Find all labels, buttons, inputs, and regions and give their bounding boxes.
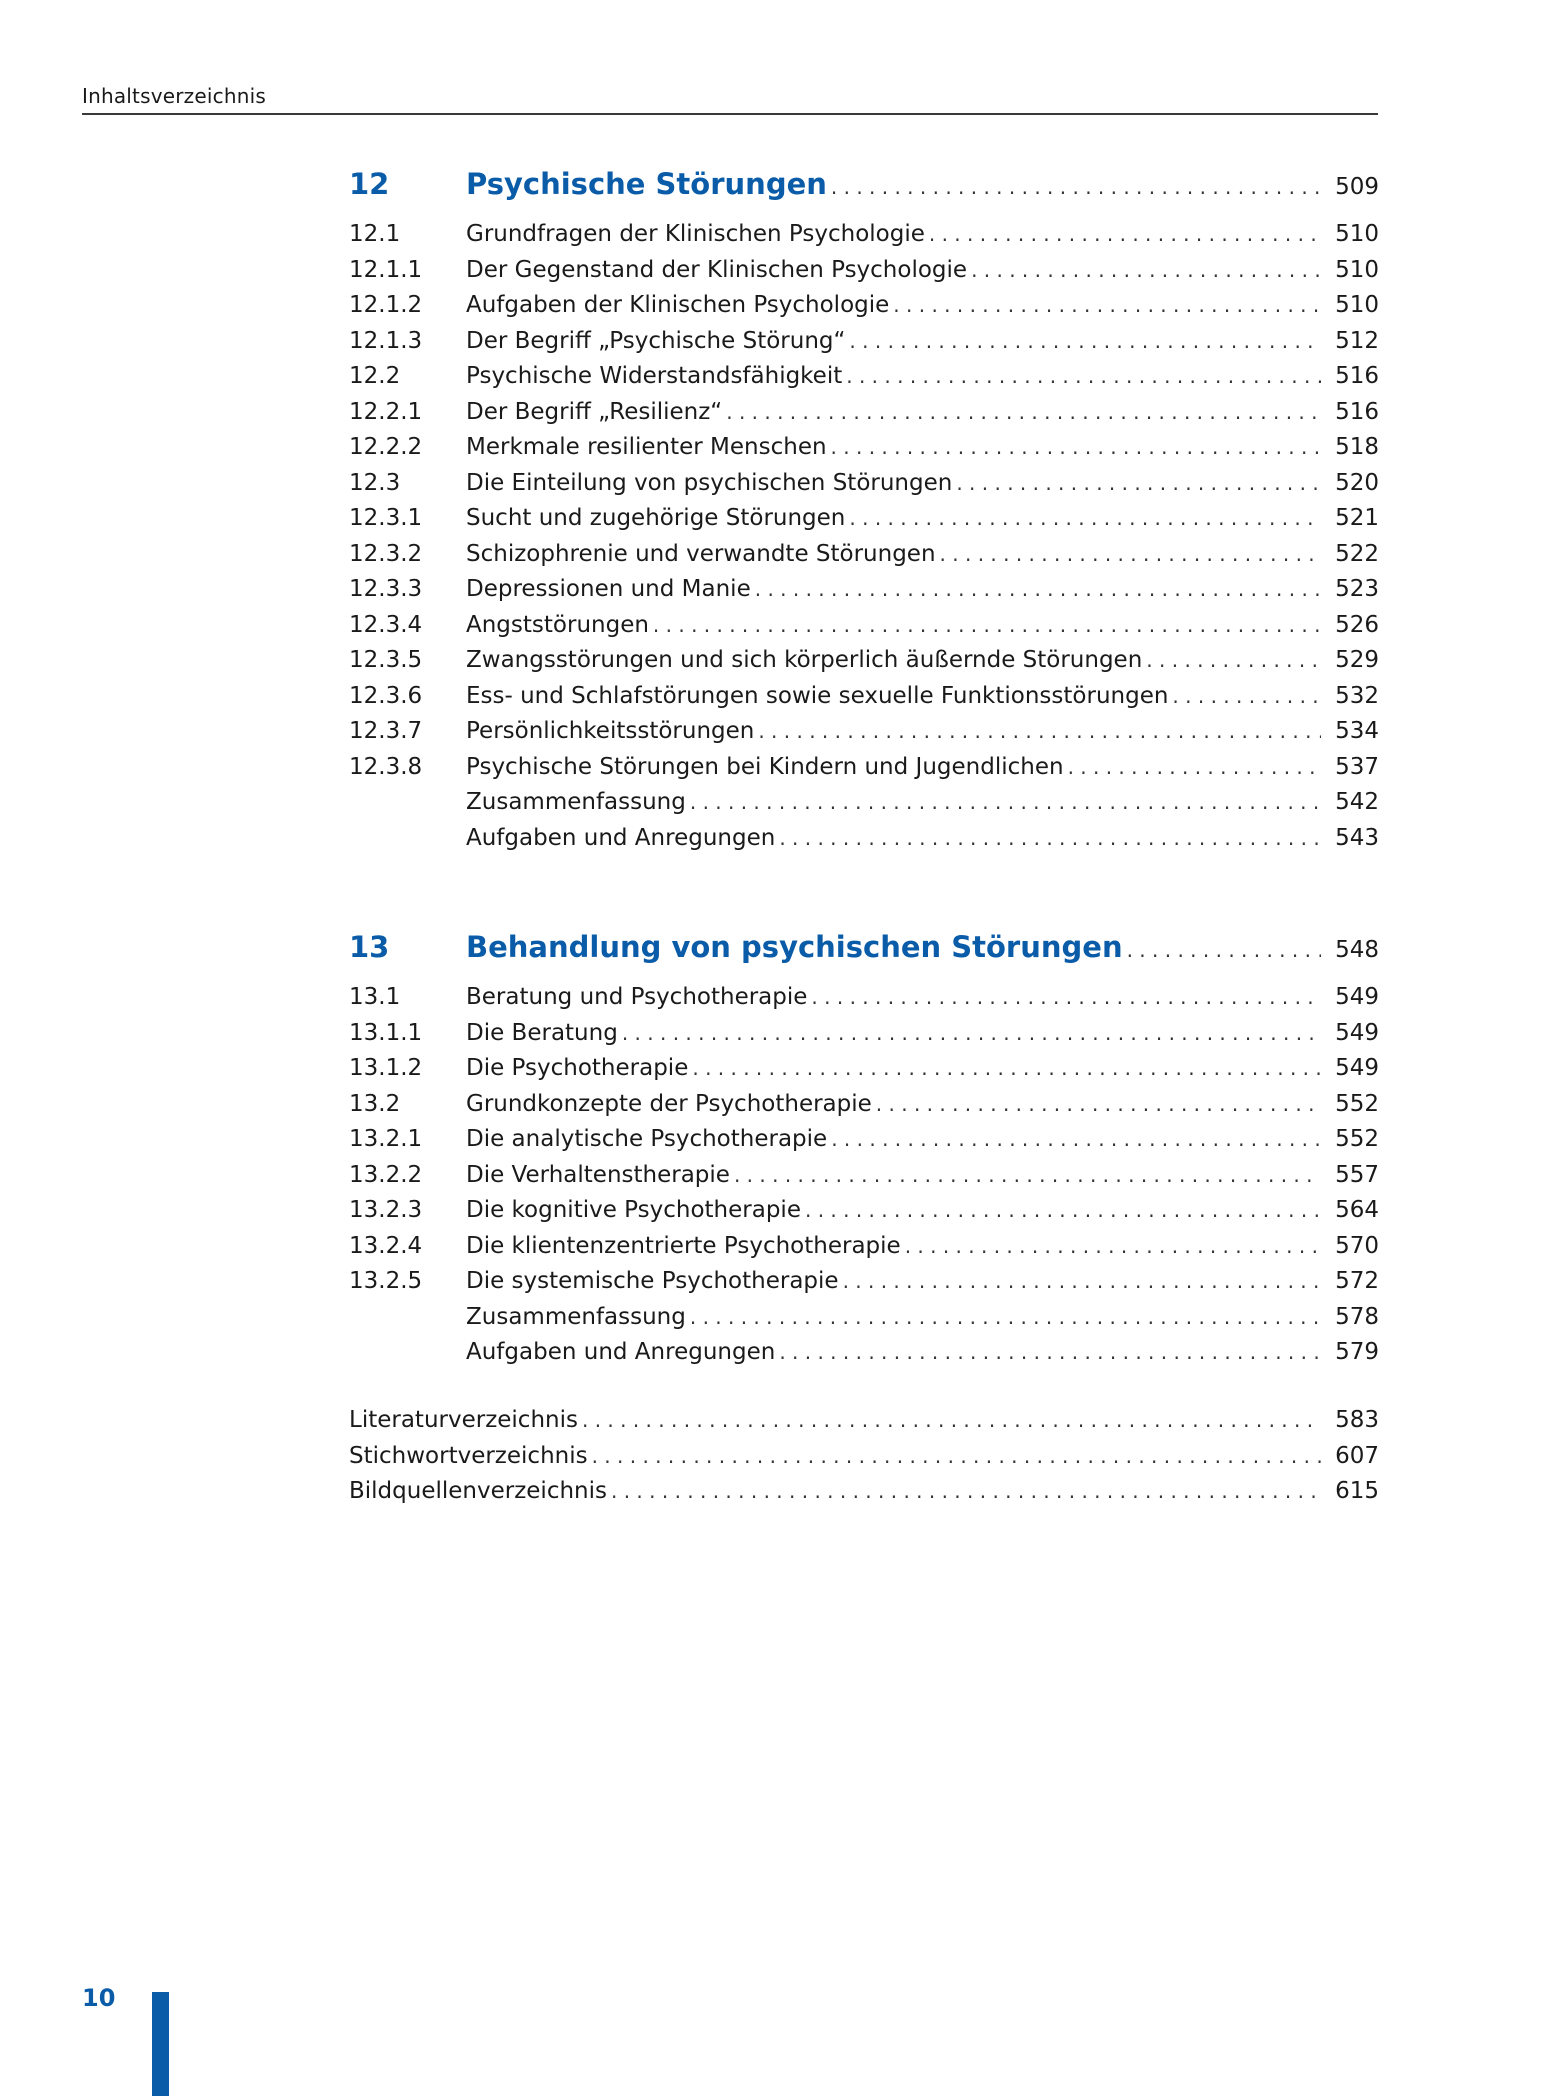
toc-entries: [349, 221, 1379, 860]
page-number: 543: [1335, 824, 1379, 851]
toc-entry[interactable]: [349, 1091, 1379, 1127]
toc-entry[interactable]: [349, 1197, 1379, 1233]
toc-entry[interactable]: [349, 1233, 1379, 1269]
toc-entry-bibliography[interactable]: [349, 1407, 1379, 1443]
section-number: 13.2.2: [349, 1161, 423, 1188]
section-title: Aufgaben der Klinischen Psychologie: [466, 292, 890, 318]
section-number: 13.1: [349, 984, 401, 1010]
page-number: 516: [1335, 398, 1379, 425]
section-title: Zusammenfassung: [466, 789, 686, 815]
toc-chapter-12: [349, 167, 1379, 860]
page-number: 549: [1335, 1019, 1379, 1046]
section-number: 12.3: [349, 469, 401, 496]
dot-leader: [893, 293, 1321, 317]
dot-leader: [592, 1444, 1321, 1468]
section-title: Die Einteilung von psychischen Störungen: [466, 469, 953, 496]
section-title: Aufgaben und Anregungen: [466, 1339, 776, 1365]
toc-entry[interactable]: [349, 1268, 1379, 1304]
page-number: 510: [1335, 221, 1379, 247]
section-title: Bildquellenverzeichnis: [349, 1478, 607, 1504]
dot-leader: [940, 542, 1321, 566]
dot-leader: [846, 364, 1321, 388]
page-number: 578: [1335, 1303, 1379, 1330]
section-number: 13.2: [349, 1090, 401, 1117]
section-number: 12.3.3: [349, 576, 423, 602]
section-title: Beratung und Psychotherapie: [466, 984, 808, 1010]
toc-entry[interactable]: [349, 647, 1379, 683]
page-number: 607: [1335, 1442, 1379, 1469]
toc-entry[interactable]: [349, 541, 1379, 577]
toc-entry-image-credits[interactable]: [349, 1478, 1379, 1514]
toc-entry[interactable]: [349, 434, 1379, 470]
section-title: Schizophrenie und verwandte Störungen: [466, 540, 936, 567]
section-number: 13.2.5: [349, 1268, 423, 1294]
section-title: Die systemische Psychotherapie: [466, 1268, 839, 1294]
page-number: 534: [1335, 718, 1379, 744]
page-number: 516: [1335, 363, 1379, 389]
dot-leader: [758, 719, 1321, 743]
toc-entry[interactable]: [349, 470, 1379, 506]
page-number: 570: [1335, 1232, 1379, 1259]
toc-backmatter: [349, 1407, 1379, 1514]
page-number: 523: [1335, 576, 1379, 602]
toc-entry[interactable]: [349, 576, 1379, 612]
dot-leader: [726, 400, 1321, 424]
toc-entry[interactable]: [349, 754, 1379, 790]
section-number: 12.2.2: [349, 434, 423, 460]
toc-entry[interactable]: [349, 612, 1379, 648]
section-number: 12.1.3: [349, 327, 423, 354]
page-number: 510: [1335, 256, 1379, 283]
toc-entry[interactable]: [349, 1055, 1379, 1091]
toc-entry[interactable]: [349, 363, 1379, 399]
section-title: Literaturverzeichnis: [349, 1407, 578, 1433]
page-number: 548: [1335, 937, 1379, 963]
toc-entry[interactable]: [349, 505, 1379, 541]
section-number: 13.2.3: [349, 1197, 423, 1223]
page-number: 572: [1335, 1268, 1379, 1294]
dot-leader: [779, 1340, 1321, 1364]
toc-chapter-13: [349, 930, 1379, 1375]
dot-leader: [611, 1479, 1321, 1503]
section-title: Die kognitive Psychotherapie: [466, 1197, 801, 1223]
page-number: 532: [1335, 682, 1379, 709]
page-number: 521: [1335, 505, 1379, 531]
section-title: Zwangsstörungen und sich körperlich äußernde Störungen: [466, 647, 1143, 673]
page-number: 518: [1335, 434, 1379, 460]
page-number: 557: [1335, 1161, 1379, 1188]
page-number: 542: [1335, 789, 1379, 815]
section-title: Die Psychotherapie: [466, 1055, 689, 1081]
toc-entry[interactable]: [349, 257, 1379, 293]
section-title: Die Verhaltenstherapie: [466, 1161, 730, 1188]
chapter-title: Behandlung von psychischen Störungen: [466, 930, 1123, 964]
dot-leader: [831, 1127, 1321, 1151]
toc-entry[interactable]: [349, 1126, 1379, 1162]
dot-leader: [811, 985, 1321, 1009]
header-rule: [82, 113, 1378, 115]
section-title: Der Gegenstand der Klinischen Psychologie: [466, 256, 968, 283]
dot-leader: [622, 1021, 1321, 1045]
chapter-number: 12: [349, 167, 390, 201]
toc-entry[interactable]: [349, 1162, 1379, 1198]
dot-leader: [779, 826, 1321, 850]
toc-entry-index[interactable]: [349, 1443, 1379, 1479]
dot-leader: [692, 1056, 1321, 1080]
page-number: 529: [1335, 647, 1379, 673]
dot-leader: [755, 577, 1321, 601]
page-number: 510: [1335, 292, 1379, 318]
page-number: 520: [1335, 469, 1379, 496]
dot-leader: [831, 175, 1321, 199]
chapter-heading[interactable]: [349, 167, 1379, 207]
dot-leader: [1127, 938, 1321, 962]
section-title: Der Begriff „Psychische Störung“: [466, 327, 846, 354]
section-title: Die analytische Psychotherapie: [466, 1126, 828, 1152]
section-number: 12.1: [349, 221, 401, 247]
dot-leader: [1146, 648, 1321, 672]
toc-entry-summary[interactable]: [349, 1304, 1379, 1340]
section-number: 12.3.2: [349, 540, 423, 567]
dot-leader: [582, 1408, 1321, 1432]
section-number: 13.1.1: [349, 1019, 423, 1046]
section-number: 12.3.7: [349, 718, 423, 744]
folio-accent-bar: [152, 1992, 169, 2096]
section-title: Grundfragen der Klinischen Psychologie: [466, 221, 925, 247]
section-title: Persönlichkeitsstörungen: [466, 718, 755, 744]
section-title: Angststörungen: [466, 611, 649, 638]
toc-entry-exercises[interactable]: [349, 1339, 1379, 1375]
dot-leader: [929, 222, 1321, 246]
page-number: 512: [1335, 327, 1379, 354]
section-title: Merkmale resilienter Menschen: [466, 434, 827, 460]
toc-entry[interactable]: [349, 683, 1379, 719]
section-title: Grundkonzepte der Psychotherapie: [466, 1090, 872, 1117]
section-number: 12.1.2: [349, 292, 423, 318]
page-number: 509: [1335, 174, 1379, 200]
section-title: Psychische Störungen bei Kindern und Jugendlichen: [466, 753, 1064, 780]
section-title: Psychische Widerstandsfähigkeit: [466, 363, 843, 389]
toc-entry-summary[interactable]: [349, 789, 1379, 825]
dot-leader: [734, 1163, 1321, 1187]
chapter-title: Psychische Störungen: [466, 167, 827, 201]
section-number: 12.2.1: [349, 398, 423, 425]
section-title: Die Beratung: [466, 1019, 618, 1046]
toc-entry[interactable]: [349, 399, 1379, 435]
running-head: Inhaltsverzeichnis: [82, 84, 266, 108]
section-title: Sucht und zugehörige Störungen: [466, 505, 846, 531]
dot-leader: [690, 790, 1321, 814]
dot-leader: [805, 1198, 1321, 1222]
chapter-heading[interactable]: [349, 930, 1379, 970]
toc-entry-exercises[interactable]: [349, 825, 1379, 861]
toc-entry[interactable]: [349, 984, 1379, 1020]
dot-leader: [971, 258, 1321, 282]
toc-entry[interactable]: [349, 1020, 1379, 1056]
section-number: 12.1.1: [349, 256, 423, 283]
dot-leader: [843, 1269, 1321, 1293]
section-number: 12.2: [349, 363, 401, 389]
dot-leader: [849, 506, 1321, 530]
section-number: 13.2.4: [349, 1232, 423, 1259]
dot-leader: [956, 471, 1321, 495]
page-number: 583: [1335, 1407, 1379, 1433]
toc-entry[interactable]: [349, 328, 1379, 364]
section-title: Depressionen und Manie: [466, 576, 751, 602]
section-number: 12.3.6: [349, 682, 423, 709]
dot-leader: [690, 1305, 1321, 1329]
dot-leader: [831, 435, 1321, 459]
section-number: 12.3.4: [349, 611, 423, 638]
section-title: Ess- und Schlafstörungen sowie sexuelle Funktionsstörungen: [466, 682, 1169, 709]
section-title: Der Begriff „Resilienz“: [466, 398, 723, 425]
page-number: 549: [1335, 1055, 1379, 1081]
toc-entry[interactable]: [349, 221, 1379, 257]
page-number: 537: [1335, 753, 1379, 780]
toc-entry[interactable]: [349, 292, 1379, 328]
dot-leader: [1172, 684, 1321, 708]
section-title: Zusammenfassung: [466, 1303, 686, 1330]
page-number: 526: [1335, 611, 1379, 638]
dot-leader: [905, 1234, 1321, 1258]
page-number: 579: [1335, 1339, 1379, 1365]
section-number: 12.3.5: [349, 647, 423, 673]
section-title: Stichwortverzeichnis: [349, 1442, 588, 1469]
toc-entry[interactable]: [349, 718, 1379, 754]
section-number: 12.3.1: [349, 505, 423, 531]
dot-leader: [849, 329, 1321, 353]
page-number: 552: [1335, 1090, 1379, 1117]
toc-entries: [349, 984, 1379, 1375]
section-number: 13.1.2: [349, 1055, 423, 1081]
section-title: Die klientenzentrierte Psychotherapie: [466, 1232, 901, 1259]
page-number: 549: [1335, 984, 1379, 1010]
page-number: 552: [1335, 1126, 1379, 1152]
dot-leader: [1068, 755, 1321, 779]
page-number: 615: [1335, 1478, 1379, 1504]
section-number: 13.2.1: [349, 1126, 423, 1152]
page-folio: 10: [82, 1984, 116, 2012]
page-number: 522: [1335, 540, 1379, 567]
chapter-number: 13: [349, 930, 390, 964]
section-number: 12.3.8: [349, 753, 423, 780]
page-number: 564: [1335, 1197, 1379, 1223]
dot-leader: [876, 1092, 1321, 1116]
section-title: Aufgaben und Anregungen: [466, 824, 776, 851]
dot-leader: [653, 613, 1321, 637]
